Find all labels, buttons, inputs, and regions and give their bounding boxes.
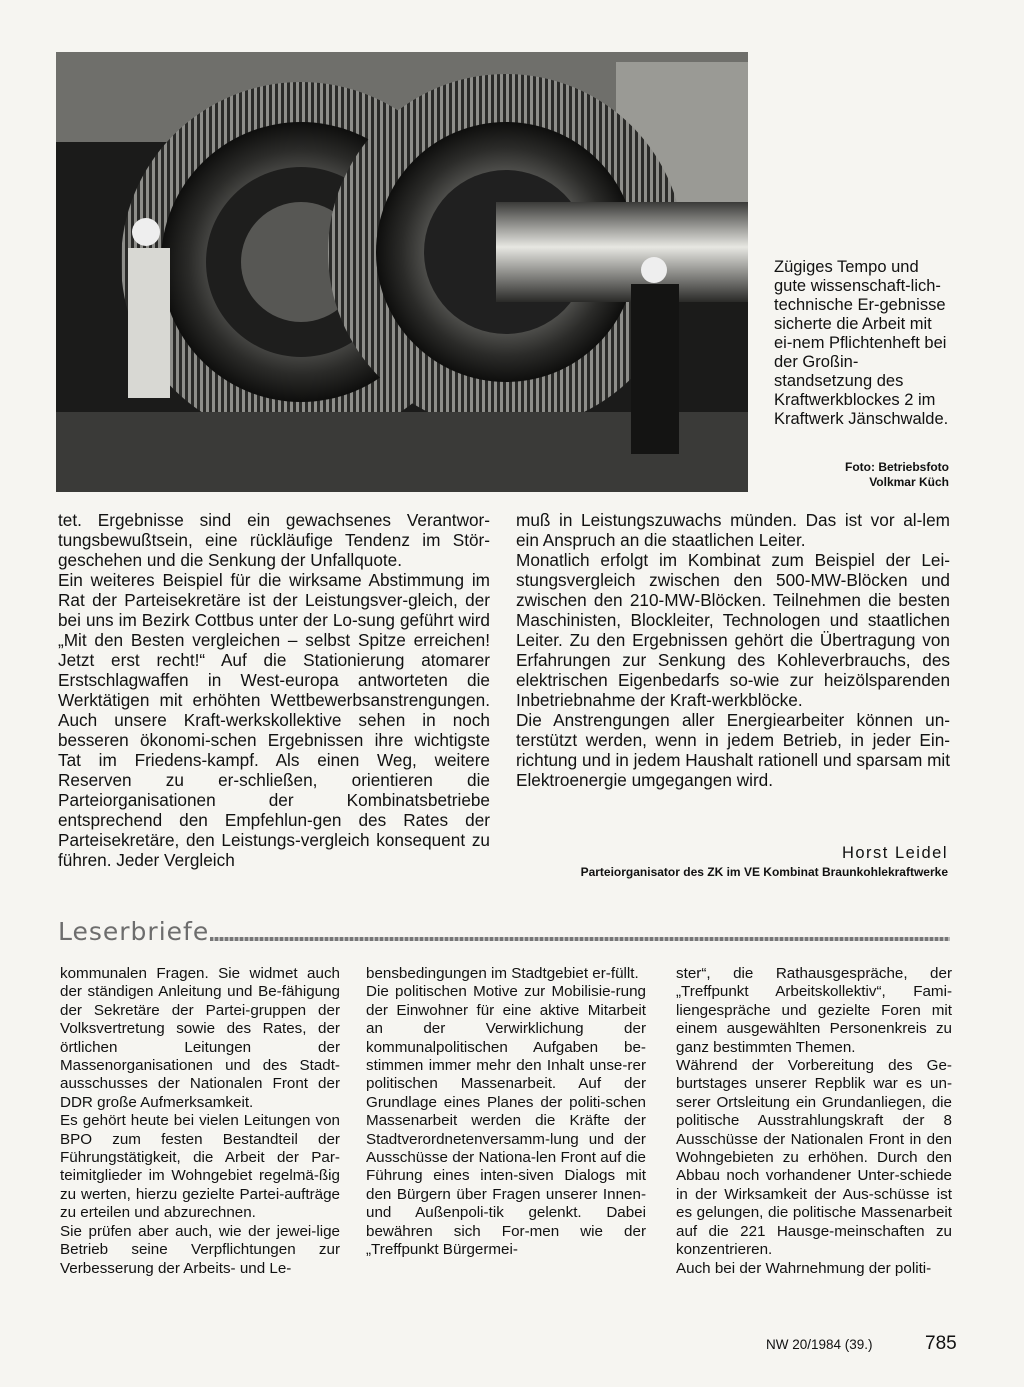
article-author: Horst Leidel — [841, 844, 948, 862]
article-paragraph: muß in Leistungszuwachs münden. Das ist vor al-lem ein Anspruch an die staatlichen Leiter. — [516, 510, 950, 550]
article-column-1 — [58, 510, 490, 870]
turbine-illustration — [56, 52, 748, 492]
letters-column-1 — [60, 965, 340, 1278]
turbine-rotor-photo — [56, 52, 748, 492]
letters-paragraph: ster“, die Rathausgespräche, der „Treffpunkt Arbeitskollektiv“, Fami-liengespräche und gezielte Foren mit einem ausgewählten Personenkreis zu ganz bestimmten Themen. — [676, 965, 952, 1056]
letters-paragraph: Sie prüfen aber auch, wie der jewei-lige Betrieb seine Verpflichtungen zur Verbesserung der Arbeits- und Le- — [60, 1222, 340, 1277]
page-number: 785 — [925, 1333, 957, 1354]
section-rule — [210, 937, 950, 941]
letters-paragraph: Auch bei der Wahrnehmung der politi- — [676, 1259, 932, 1277]
letters-paragraph: bensbedingungen im Stadtgebiet er-füllt. — [366, 965, 639, 982]
letters-column-2 — [366, 965, 646, 1260]
article-paragraph: Monatlich erfolgt im Kombinat zum Beispiel der Lei-stungsvergleich zwischen den 500-MW-Blöcken und zwischen den 210-MW-Blöcken. Teilnehmen die besten Maschinisten, Blockleiter, Technologen und staatlichen Leiter. Zu den Ergebnissen gehört die Übertragung von Erfahrungen zur Senkung des Kohleverbrauchs, des elektrischen Eigenbedarfs so-wie zur heizölsparenden Inbetriebnahme der Kraft-werkblöcke. — [516, 550, 950, 710]
issue-reference: NW 20/1984 (39.) — [766, 1337, 873, 1352]
article-column-2 — [516, 510, 950, 790]
article-author-role: Parteiorganisator des ZK im VE Kombinat Braunkohlekraftwerke — [580, 865, 948, 879]
letters-paragraph: kommunalen Fragen. Sie widmet auch der ständigen Anleitung und Be-fähigung der Sekretäre der Partei-gruppen der Volksvertretung sowie des Rates, der örtlichen Leitungen der Massenorganisationen und des Stadt-ausschusses der Nationalen Front der DDR große Aufmerksamkeit. — [60, 965, 340, 1111]
article-paragraph: Ein weiteres Beispiel für die wirksame Abstimmung im Rat der Parteisekretäre ist der Leistungsver-gleich, der bei uns im Bezirk Cottbus unter der Lo-sung geführt wird „Mit den Besten vergleichen – selbst Spitze erreichen! Jetzt erst recht!“ Auf die Stationierung atomarer Erstschlagwaffen in West-europa antworteten die Werktätigen mit erhöhten Wettbewerbsanstrengungen. Auch unsere Kraft-werkskollektive sehen in noch besseren ökonomi-schen Ergebnissen ihre wichtigste Tat im Friedens-kampf. Als einen Weg, weitere Reserven zu er-schließen, orientieren die Parteiorganisationen der Kombinatsbetriebe entsprechend den Empfehlun-gen des Rates der Parteisekretäre, den Leistungs-vergleich konsequent zu führen. Jeder Vergleich — [58, 570, 490, 870]
letters-paragraph: Es gehört heute bei vielen Leitungen von BPO zum festen Bestandteil der Führungstätigkeit, die Arbeit der Par-teimitglieder im Wohngebiet regelmä-ßig zu werten, hierzu gezielte Partei-aufträge zu erteilen und abzurechnen. — [60, 1112, 340, 1222]
photo-credit-line-2: Volkmar Küch — [869, 475, 949, 489]
letters-paragraph: Während der Vorbereitung des Ge-burtstages unserer Repblik war es un-serer Ortsleitung ein Grundanliegen, die politische Ausstrahlungskraft der 8 Ausschüsse der Nationalen Front in den Wohngebieten zu erhöhen. Durch den Abbau noch vorhandener Unter-schiede in der Wirksamkeit der Aus-schüsse ist es gelungen, die politische Massenarbeit auf die 221 Hausge-meinschaften zu konzentrieren. — [676, 1057, 952, 1259]
article-paragraph: Die Anstrengungen aller Energiearbeiter können un-terstützt werden, wenn in jedem Betrieb, in jeder Ein-richtung und in jedem Haushalt rationell und sparsam mit Elektroenergie umgegangen wird. — [516, 710, 950, 790]
photo-credit-line-1: Foto: Betriebsfoto — [845, 460, 949, 474]
photo-credit — [774, 460, 949, 490]
letters-paragraph: Die politischen Motive zur Mobilisie-rung der Einwohner für eine aktive Mitarbeit an der Verwirklichung der kommunalpolitischen Aufgaben be-stimmen immer mehr den Inhalt unse-rer politischen Massenarbeit. Auf der Grundlage eines Planes der politi-schen Massenarbeit werden die Kräfte der Stadtverordnetenversamm-lung und der Ausschüsse der Nationa-len Front auf die Führung eines inten-siven Dialogs mit den Bürgern über Fragen unserer Innen- und Außenpoli-tik gelenkt. Dabei bewähren sich For-men wie der „Treffpunkt Bürgermei- — [366, 983, 646, 1259]
article-paragraph: tet. Ergebnisse sind ein gewachsenes Verantwor-tungsbewußtsein, eine rückläufige Tendenz im Stör-geschehen und die Senkung der Unfallquote. — [58, 510, 490, 570]
photo-caption: Zügiges Tempo und gute wissenschaft-lich-technische Er-gebnisse sicherte die Arbeit mit ei-nem Pflichtenheft bei der Großin-standsetzung des Kraftwerkblockes 2 im Kraftwerk Jänschwalde. — [774, 258, 949, 428]
section-header — [58, 917, 950, 951]
letters-column-3 — [676, 965, 952, 1278]
section-title: Leserbriefe — [58, 917, 210, 946]
rotor-shaft — [496, 202, 748, 302]
